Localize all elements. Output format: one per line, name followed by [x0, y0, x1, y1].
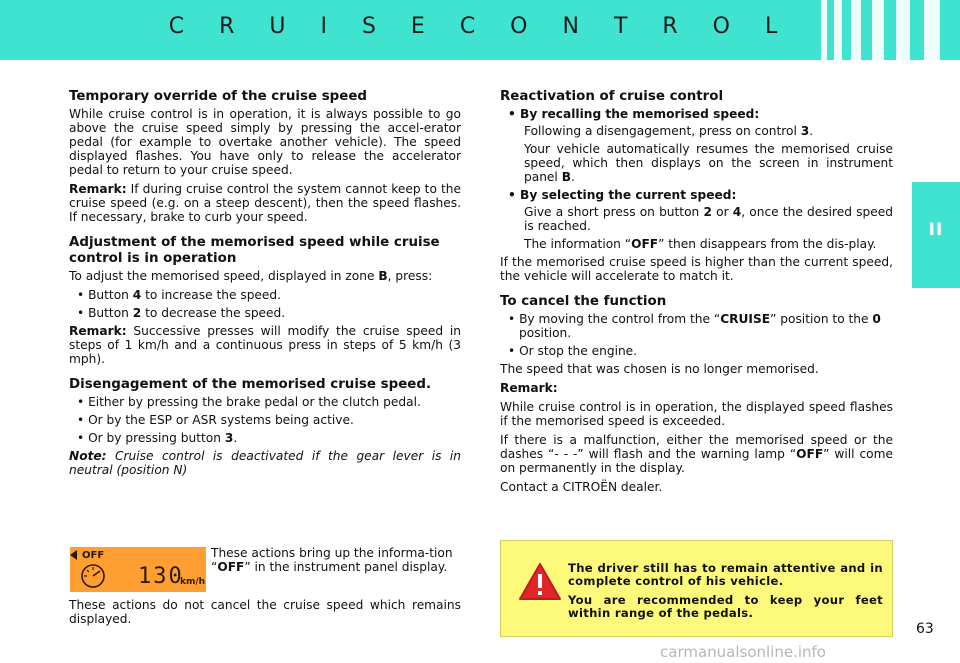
instrument-display — [70, 546, 206, 592]
section-heading: To cancel the function — [500, 294, 667, 309]
section-heading: Adjustment of the memorised speed while cruise control is in operation — [69, 235, 440, 266]
speed-unit: km/h — [180, 577, 206, 587]
list-item: • Button 4 to increase the speed. — [77, 288, 282, 302]
left-column — [69, 89, 461, 482]
section-heading: Reactivation of cruise control — [500, 89, 724, 104]
page-title: C R U I S E C O N T R O L — [168, 14, 792, 39]
list-item: • By recalling the memorised speed: — [508, 107, 760, 121]
paragraph: While cruise control is in operation, the displayed speed flashes if the memorised speed is exceeded. — [500, 400, 893, 428]
warning-box — [500, 540, 893, 637]
remark-label: Remark: — [500, 381, 558, 395]
list-item: • By selecting the current speed: — [508, 188, 737, 202]
section-heading: Disengagement of the memorised cruise speed. — [69, 377, 432, 392]
paragraph: While cruise control is in operation, it is always possible to go above the cruise speed simply by pressing the accel-erator pedal (for example to overtake another vehicle). The speed displayed flashes. You have only to release the accelerator pedal to return to your cruise speed. — [69, 107, 461, 177]
paragraph: If there is a malfunction, either the memorised speed or the dashes “- - -” will flash and the warning lamp “OFF” will come on permanently in the display. — [500, 433, 894, 475]
list-item: • Either by pressing the brake pedal or the clutch pedal. — [77, 395, 421, 409]
header-band — [0, 0, 960, 60]
paragraph: Following a disengagement, press on control 3. — [524, 124, 814, 138]
footer-watermark: carmanualsonline.info — [660, 643, 826, 661]
chapter-tab-label: II — [928, 220, 944, 240]
paragraph: Your vehicle automatically resumes the memorised cruise speed, which then displays on the screen in instrument panel B. — [524, 142, 893, 184]
paragraph: The information “OFF” then disappears from the dis-play. — [524, 237, 877, 251]
section-heading: Temporary override of the cruise speed — [69, 89, 367, 104]
chapter-tab[interactable] — [912, 182, 960, 288]
off-indicator: OFF — [82, 550, 105, 561]
remark: Remark: If during cruise control the system cannot keep to the cruise speed (e.g. on a steep descent), then the speed flashes. If necessary, brake to curb your speed. — [69, 182, 461, 224]
paragraph: If the memorised cruise speed is higher than the current speed, the vehicle will accelerate to match it. — [500, 255, 893, 283]
list-item: • Button 2 to decrease the speed. — [77, 306, 286, 320]
display-caption: These actions bring up the informa-tion “OFF” in the instrument panel display. — [211, 546, 453, 574]
paragraph: Contact a CITROËN dealer. — [500, 480, 663, 494]
warning-line: You are recommended to keep your feet within range of the pedals. — [568, 593, 883, 620]
warning-line: The driver still has to remain attentive and in complete control of his vehicle. — [568, 561, 883, 588]
list-item: • Or stop the engine. — [508, 344, 638, 358]
paragraph: The speed that was chosen is no longer memorised. — [500, 362, 819, 376]
list-item: • By moving the control from the “CRUISE” position to the 0 position. — [508, 312, 881, 340]
remark: Remark: Successive presses will modify the cruise speed in steps of 1 km/h and a continuous press in steps of 5 km/h (3 mph). — [69, 324, 461, 366]
list-item: • Or by pressing button 3. — [77, 431, 238, 445]
note: Note: Cruise control is deactivated if the gear lever is in neutral (position N) — [69, 449, 461, 477]
page-number: 63 — [916, 621, 934, 637]
speedometer-icon — [78, 561, 108, 589]
warning-text — [568, 562, 883, 626]
paragraph: To adjust the memorised speed, displayed in zone B, press: — [69, 269, 433, 283]
right-column — [500, 89, 893, 499]
speed-readout: 130 — [138, 564, 184, 589]
arrow-icon — [70, 550, 77, 560]
list-item: • Or by the ESP or ASR systems being active. — [77, 413, 354, 427]
warning-triangle-icon — [518, 562, 562, 602]
paragraph: These actions do not cancel the cruise speed which remains displayed. — [69, 598, 461, 626]
paragraph: Give a short press on button 2 or 4, once the desired speed is reached. — [524, 205, 893, 233]
